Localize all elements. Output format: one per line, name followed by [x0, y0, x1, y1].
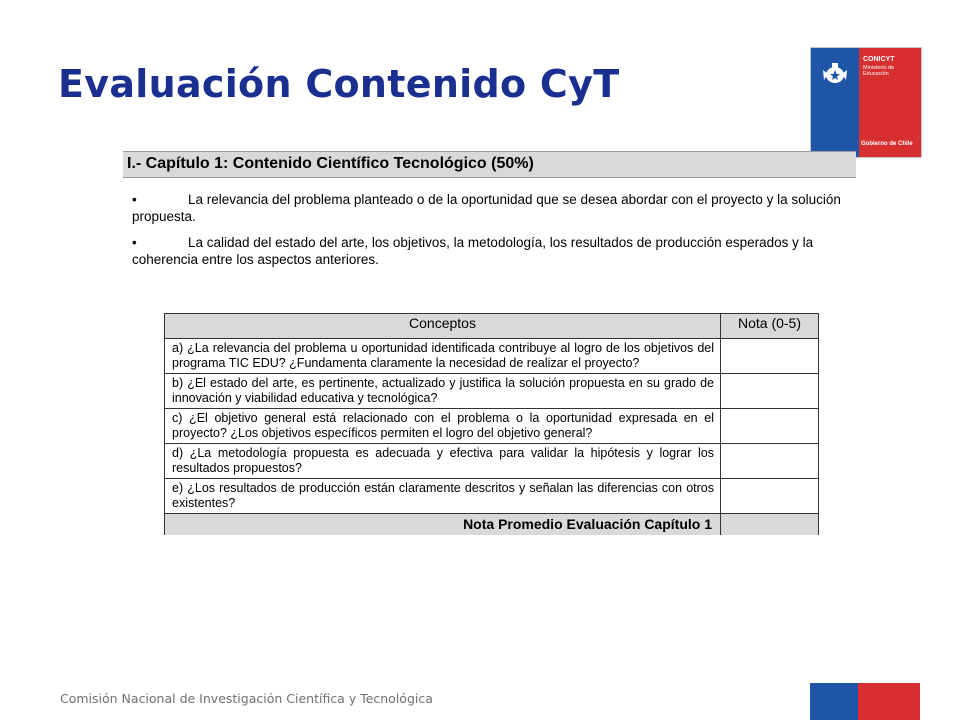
column-header-concepts: Conceptos — [165, 314, 721, 339]
concept-cell: a) ¿La relevancia del problema u oportunidad identificada contribuye al logro de los objetivos del programa TIC EDU? ¿Fundamenta claramente la necesidad de realizar el proyecto? — [165, 339, 721, 374]
table-row — [165, 479, 819, 514]
logo-government: Gobierno de Chile — [861, 141, 913, 147]
table-row — [165, 409, 819, 444]
table-row — [165, 339, 819, 374]
logo-ministry: Ministerio de Educación — [863, 65, 895, 77]
logo-org-name: CONICYT — [863, 56, 895, 63]
slide-title: Evaluación Contenido CyT — [58, 62, 620, 106]
criteria-bullets — [132, 191, 852, 277]
score-cell — [721, 374, 819, 409]
score-cell — [721, 479, 819, 514]
bullet-icon: • — [132, 235, 137, 250]
bullet-item — [132, 234, 852, 268]
column-header-score: Nota (0-5) — [721, 314, 819, 339]
score-cell — [721, 339, 819, 374]
footer-text: Comisión Nacional de Investigación Científica y Tecnológica — [60, 691, 433, 706]
bullet-text: La calidad del estado del arte, los objetivos, la metodología, los resultados de producción esperados y la coherencia entre los aspectos anteriores. — [132, 235, 814, 267]
concept-cell: d) ¿La metodología propuesta es adecuada y efectiva para validar la hipótesis y lograr los resultados propuestos? — [165, 444, 721, 479]
footer-flag-bar — [810, 683, 920, 720]
bullet-icon: • — [132, 192, 137, 207]
score-cell — [721, 409, 819, 444]
average-score-cell — [721, 514, 819, 536]
table-row — [165, 444, 819, 479]
bullet-text: La relevancia del problema planteado o de la oportunidad que se desea abordar con el proyecto y la solución propuesta. — [132, 192, 841, 224]
table-row — [165, 374, 819, 409]
concept-cell: e) ¿Los resultados de producción están claramente descritos y señalan las diferencias con otros existentes? — [165, 479, 721, 514]
coat-of-arms-icon — [819, 60, 851, 86]
concept-cell: b) ¿El estado del arte, es pertinente, actualizado y justifica la solución propuesta en su grado de innovación y viabilidad educativa y tecnológica? — [165, 374, 721, 409]
evaluation-table — [164, 313, 819, 535]
concept-cell: c) ¿El objetivo general está relacionado con el problema o la oportunidad expresada en el proyecto? ¿Los objetivos específicos permiten el logro del objetivo general? — [165, 409, 721, 444]
table-header-row — [165, 314, 819, 339]
bullet-item — [132, 191, 852, 225]
average-label: Nota Promedio Evaluación Capítulo 1 — [165, 514, 721, 536]
score-cell — [721, 444, 819, 479]
conicyt-logo — [810, 47, 922, 158]
average-row — [165, 514, 819, 536]
chapter-header: I.- Capítulo 1: Contenido Científico Tecnológico (50%) — [123, 151, 856, 178]
